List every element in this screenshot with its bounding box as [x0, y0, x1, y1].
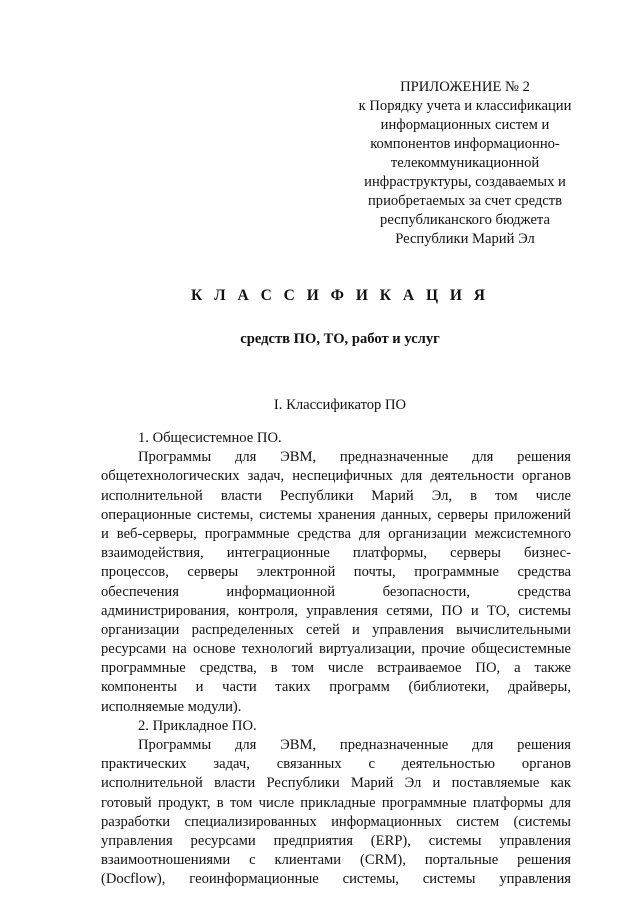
- appendix-line: инфраструктуры, создаваемых и: [364, 174, 566, 190]
- appendix-line: информационных систем и: [380, 117, 550, 133]
- appendix-header: [335, 78, 595, 249]
- body-line: (Docflow), геоинформационные системы, системы управления: [101, 871, 571, 888]
- body-line: Программы для ЭВМ, предназначенные для решения: [138, 449, 571, 466]
- body-line: программные средства, в том числе встраиваемое ПО, а также: [101, 660, 571, 677]
- body-line: компоненты и части таких программ (библиотеки, драйверы,: [101, 679, 571, 696]
- body-line: управления ресурсами предприятия (ERP), системы управления: [101, 832, 571, 849]
- body-line: ресурсами на основе технологий виртуализации, прочие общесистемные: [101, 641, 571, 658]
- body-text: [101, 429, 571, 890]
- appendix-line: телекоммуникационной: [390, 155, 540, 171]
- item-heading: 2. Прикладное ПО.: [138, 717, 257, 734]
- body-line: операционные системы, системы хранения данных, серверы приложений: [101, 506, 571, 523]
- document-subtitle: средств ПО, ТО, работ и услуг: [240, 331, 440, 347]
- item-heading: 1. Общесистемное ПО.: [138, 430, 282, 446]
- appendix-line: к Порядку учета и классификации: [358, 98, 572, 114]
- body-line: и веб-серверы, программные средства для организации межсистемного: [101, 525, 571, 542]
- body-line: исполнительной власти Республики Марий Эл и поставляемые как: [101, 775, 571, 792]
- body-line: практических задач, связанных с деятельностью органов: [101, 756, 571, 773]
- body-line: взаимодействия, интеграционные платформы, серверы бизнес-: [101, 545, 571, 562]
- body-line: исполнительной власти Республики Марий Эл, в том числе: [101, 487, 571, 504]
- section-heading: I. Классификатор ПО: [273, 397, 407, 413]
- body-line: общетехнологических задач, неспецифичных для деятельности органов: [101, 468, 571, 485]
- body-line: процессов, серверы электронной почты, программные средства: [101, 564, 571, 581]
- body-line: взаимоотношениями с клиентами (CRM), портальные решения: [101, 852, 571, 869]
- document-title: К Л А С С И Ф И К А Ц И Я: [190, 287, 490, 304]
- body-line: администрирования, контроля, управления сетями, ПО и ТО, системы: [101, 602, 571, 619]
- body-line: исполняемые модули).: [101, 698, 242, 715]
- body-line: готовый продукт, в том числе прикладные программные платформы для: [101, 794, 571, 811]
- appendix-line: компонентов информационно-: [370, 136, 560, 152]
- appendix-line: республиканского бюджета: [380, 212, 550, 228]
- appendix-line: Республики Марий Эл: [395, 231, 535, 247]
- body-line: Программы для ЭВМ, предназначенные для решения: [138, 737, 571, 753]
- appendix-line: приобретаемых за счет средств: [367, 193, 563, 209]
- body-line: организации распределенных сетей и управления вычислительными: [101, 621, 571, 638]
- body-line: обеспечения информационной безопасности, средства: [101, 583, 571, 600]
- appendix-line: ПРИЛОЖЕНИЕ № 2: [400, 79, 530, 95]
- body-line: разработки специализированных информационных систем (системы: [101, 813, 571, 830]
